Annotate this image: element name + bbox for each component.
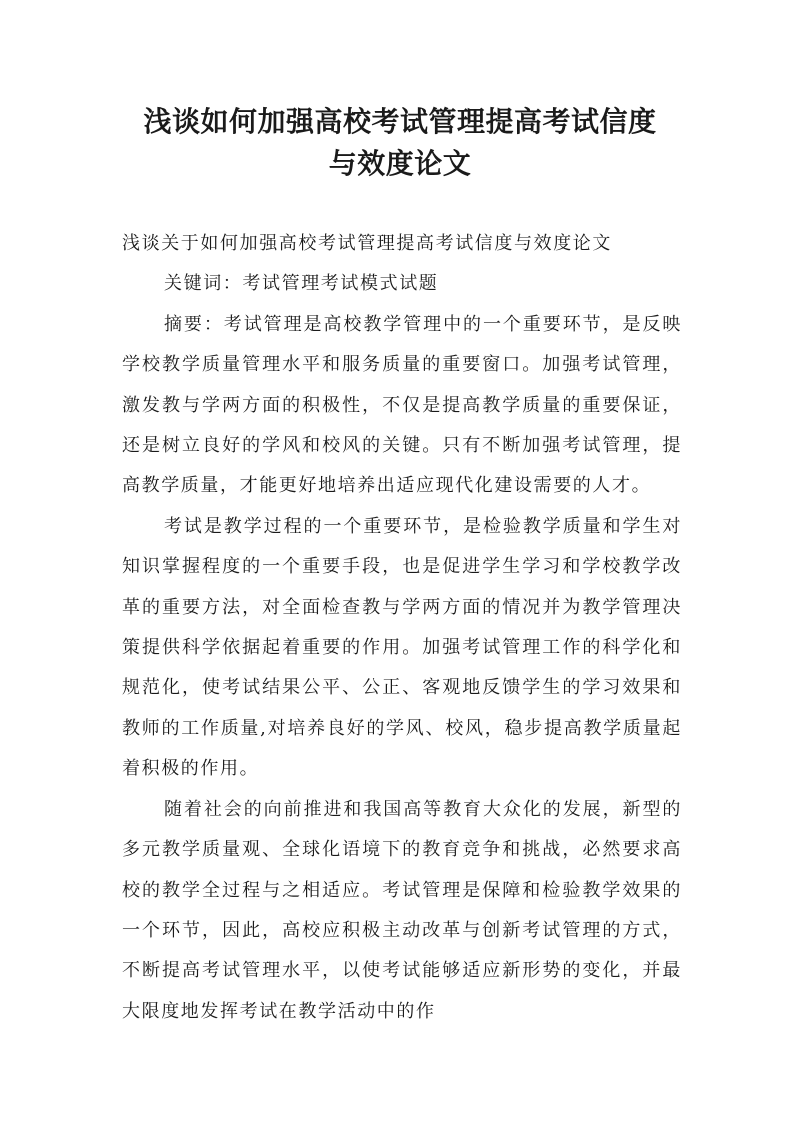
document-title-line-1: 浅谈如何加强高校考试管理提高考试信度 xyxy=(143,105,657,138)
body-paragraph-2: 随着社会的向前推进和我国高等教育大众化的发展，新型的多元教学质量观、全球化语境下的教育竞争和挑战，必然要求高校的教学全过程与之相适应。考试管理是保障和检验教学效果的一个环节，因此，高校应积极主动改革与创新考试管理的方式，不断提高考试管理水平，以使考试能够适应新形势的变化，并最大限度地发挥考试在教学活动中的作 xyxy=(122,798,682,1022)
document-title-line-2: 与效度论文 xyxy=(328,147,472,180)
abstract-paragraph: 摘要：考试管理是高校教学管理中的一个重要环节，是反映学校教学质量管理水平和服务质量的重要窗口。加强考试管理，激发教与学两方面的积极性，不仅是提高教学质量的重要保证，还是树立良好的学风和校风的关键。只有不断加强考试管理，提高教学质量，才能更好地培养出适应现代化建设需要的人才。 xyxy=(122,313,682,497)
keywords-line: 关键词：考试管理考试模式试题 xyxy=(164,273,439,295)
document-subtitle: 浅谈关于如何加强高校考试管理提高考试信度与效度论文 xyxy=(122,233,612,254)
document-body xyxy=(122,224,682,1032)
body-paragraph-1: 考试是教学过程的一个重要环节，是检验教学质量和学生对知识掌握程度的一个重要手段，也是促进学生学习和学校教学改革的重要方法，对全面检查教与学两方面的情况并为教学管理决策提供科学依据起着重要的作用。加强考试管理工作的科学化和规范化，使考试结果公平、公正、客观地反馈学生的学习效果和教师的工作质量,对培养良好的学风、校风，稳步提高教学质量起着积极的作用。 xyxy=(122,515,682,780)
